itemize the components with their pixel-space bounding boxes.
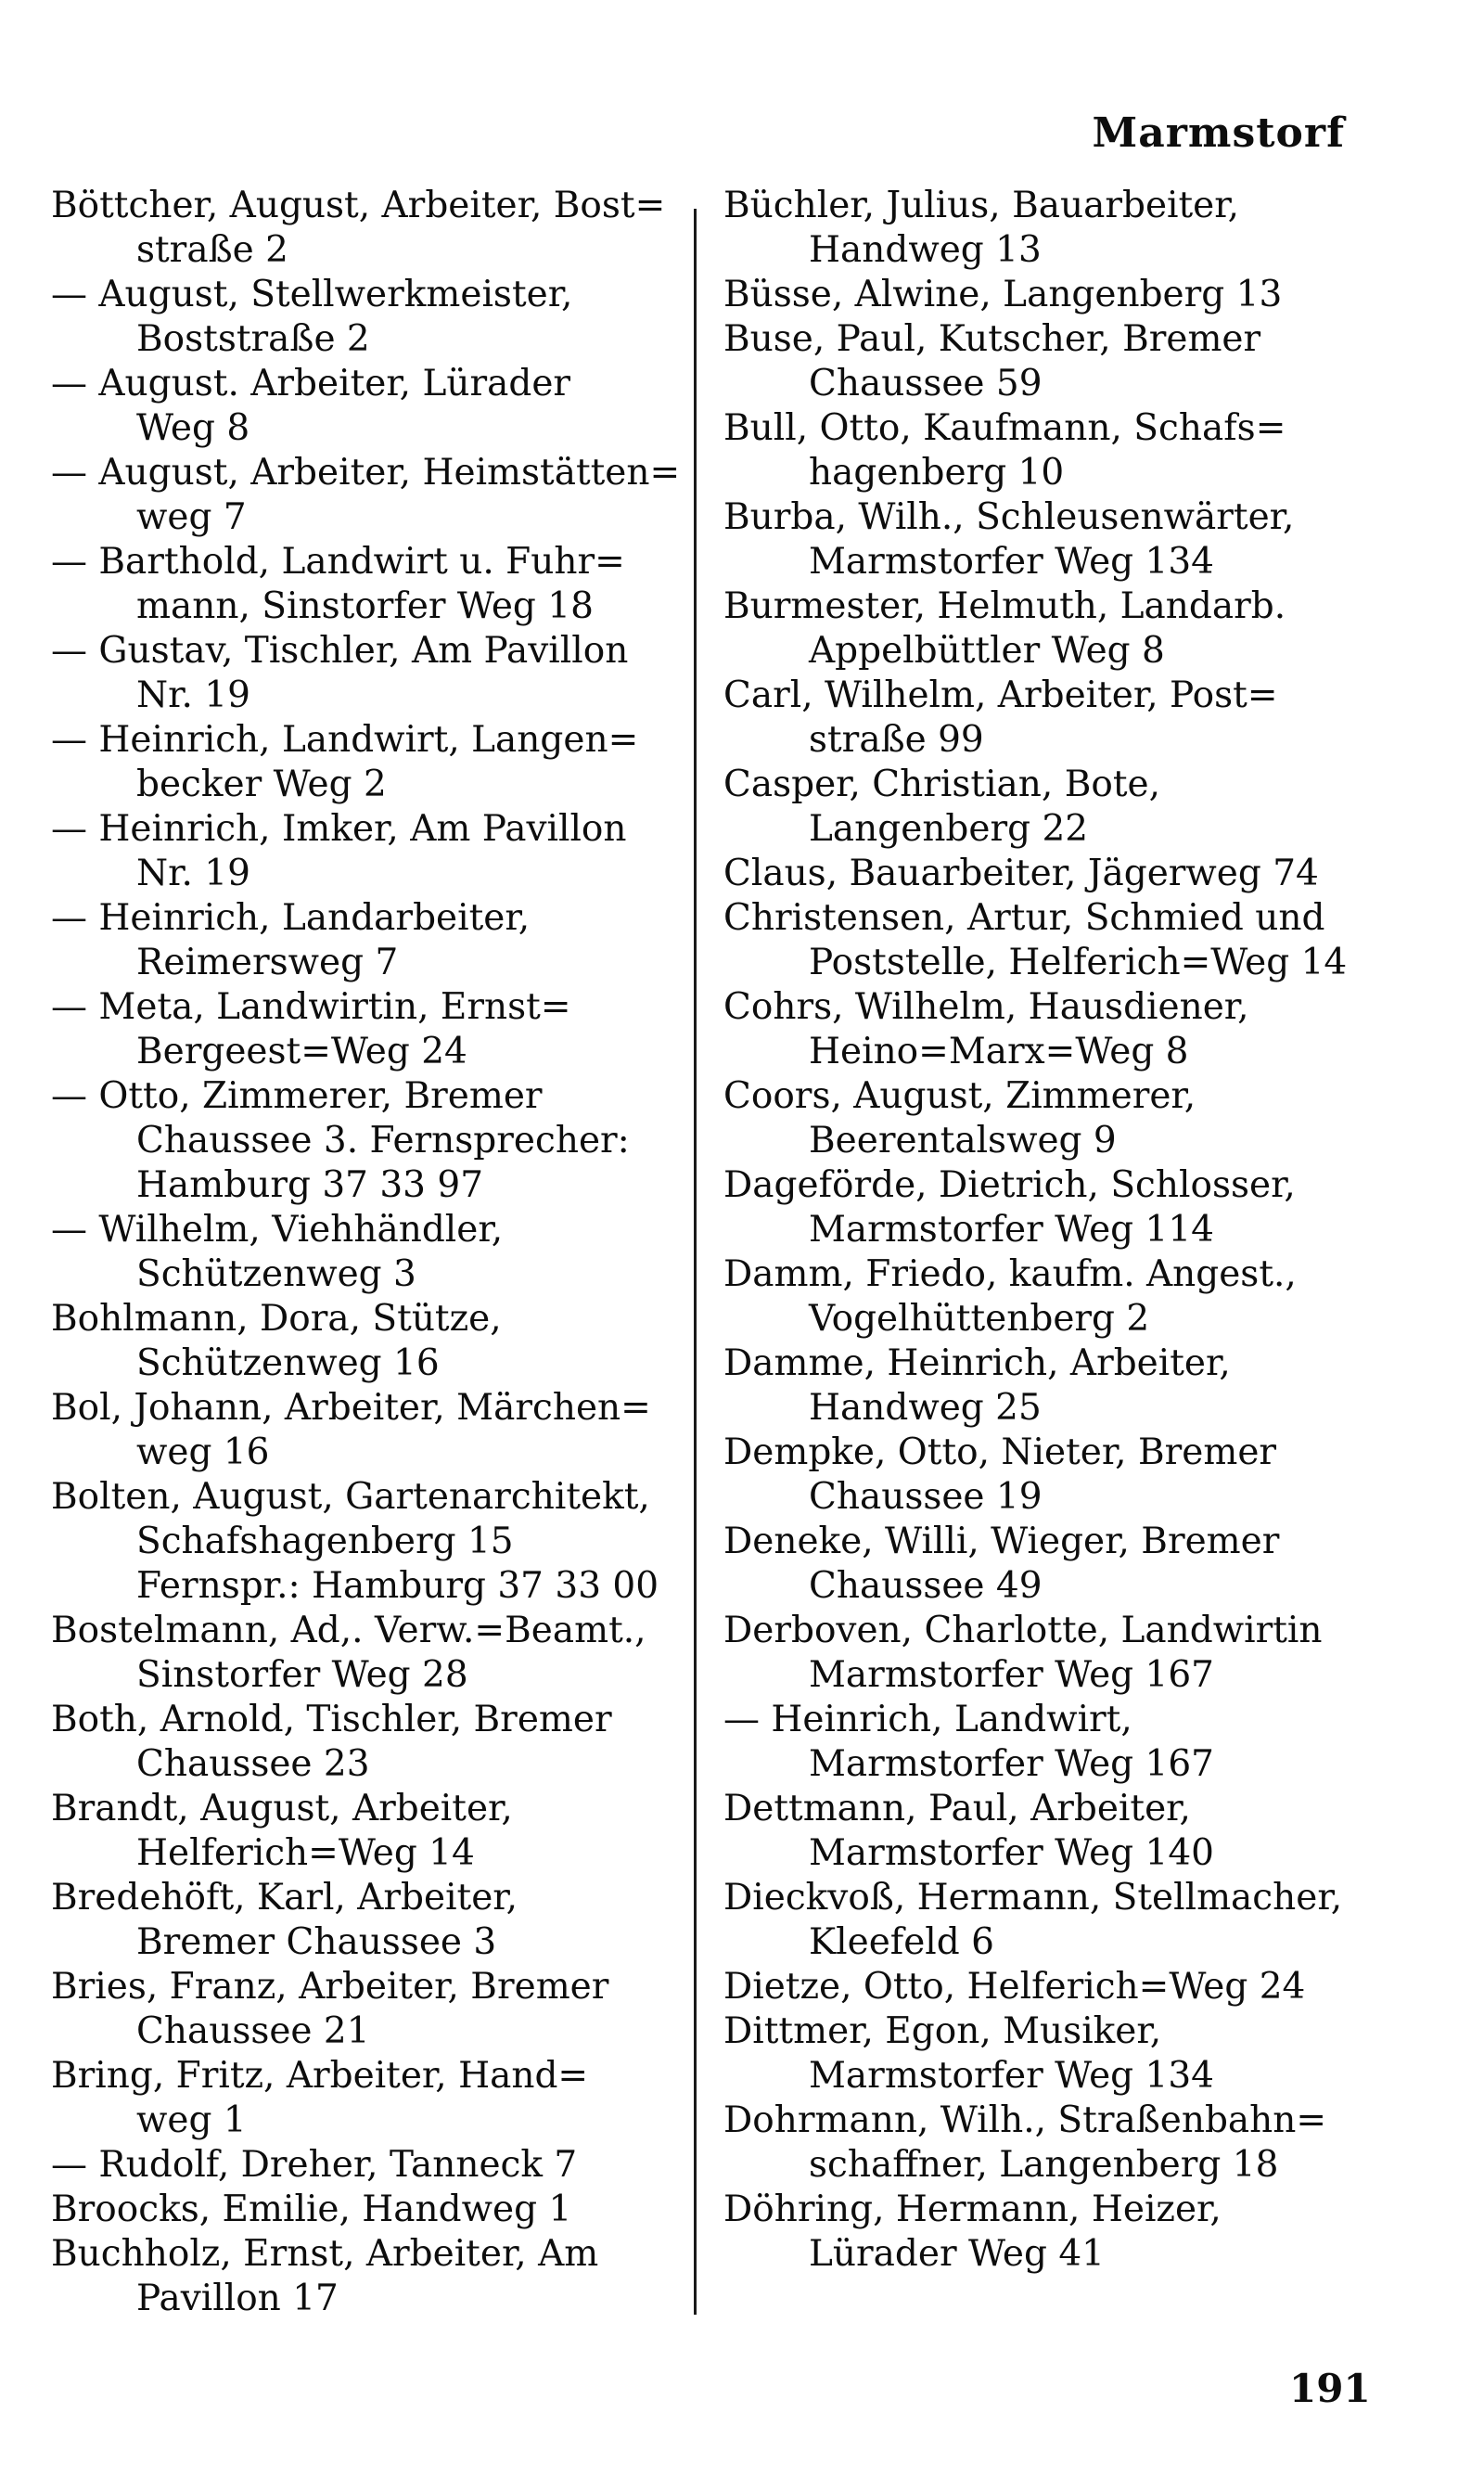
- directory-entry: [723, 495, 1354, 584]
- entry-continuation: Chaussee 19: [809, 1476, 1043, 1518]
- entry-line: — August, Arbeiter, Heimstätten=: [51, 452, 681, 494]
- directory-entry: [723, 985, 1354, 1074]
- entry-continuation: weg 1: [136, 2099, 247, 2141]
- entry-continuation: Hamburg 37 33 97: [136, 1164, 484, 1206]
- entry-line: — Wilhelm, Viehhändler,: [51, 1209, 504, 1251]
- entry-continuation: Marmstorfer Weg 167: [809, 1743, 1214, 1785]
- entry-line: Dempke, Otto, Nieter, Bremer: [723, 1431, 1277, 1473]
- directory-entry: [723, 1876, 1354, 1965]
- entry-continuation: Weg 8: [136, 407, 250, 449]
- directory-entry: [51, 1386, 691, 1475]
- entry-continuation: Chaussee 23: [136, 1743, 370, 1785]
- directory-entry: [51, 985, 691, 1074]
- entry-line: — Heinrich, Landwirt, Langen=: [51, 719, 639, 761]
- entry-line: Büchler, Julius, Bauarbeiter,: [723, 185, 1240, 226]
- directory-entry: [723, 406, 1354, 495]
- entry-continuation: Lürader Weg 41: [809, 2233, 1105, 2275]
- entry-line: — Gustav, Tischler, Am Pavillon: [51, 630, 629, 672]
- entry-line: Böttcher, August, Arbeiter, Bost=: [51, 185, 666, 226]
- entry-continuation: Vogelhüttenberg 2: [809, 1298, 1150, 1340]
- directory-entry: [723, 1787, 1354, 1876]
- entry-line: Casper, Christian, Bote,: [723, 764, 1160, 805]
- column-divider: [694, 209, 697, 2315]
- right-column: [723, 184, 1354, 2277]
- entry-continuation: Marmstorfer Weg 114: [809, 1209, 1214, 1251]
- entry-continuation: hagenberg 10: [809, 452, 1065, 494]
- entry-line: Bull, Otto, Kaufmann, Schafs=: [723, 407, 1286, 449]
- entry-continuation: Handweg 13: [809, 229, 1042, 271]
- entry-continuation: Chaussee 3. Fernsprecher:: [136, 1120, 630, 1162]
- entry-line: Buchholz, Ernst, Arbeiter, Am: [51, 2233, 599, 2275]
- directory-entry: [723, 317, 1354, 406]
- directory-entry: [51, 2054, 691, 2143]
- entry-continuation: Chaussee 21: [136, 2010, 370, 2052]
- entry-continuation: Bremer Chaussee 3: [136, 1921, 497, 1963]
- directory-entry: [51, 1208, 691, 1297]
- entry-continuation: Marmstorfer Weg 134: [809, 2055, 1214, 2097]
- directory-entry: [723, 2188, 1354, 2277]
- entry-line: — Otto, Zimmerer, Bremer: [51, 1075, 543, 1117]
- entry-continuation: becker Weg 2: [136, 764, 387, 805]
- entry-continuation: Helferich=Weg 14: [136, 1832, 475, 1874]
- directory-entry: [51, 1475, 691, 1609]
- entry-line: Both, Arnold, Tischler, Bremer: [51, 1699, 612, 1740]
- entry-line: Deneke, Willi, Wieger, Bremer: [723, 1521, 1280, 1562]
- directory-entry: [51, 1965, 691, 2054]
- directory-entry: [723, 1431, 1354, 1520]
- entry-continuation: weg 16: [136, 1431, 270, 1473]
- directory-entry: [723, 1965, 1354, 2009]
- directory-entry: [51, 2232, 691, 2321]
- entry-line: — Heinrich, Landwirt,: [723, 1699, 1132, 1740]
- entry-continuation: Boststraße 2: [136, 318, 370, 360]
- directory-entry: [51, 896, 691, 985]
- entry-continuation: Handweg 25: [809, 1387, 1042, 1429]
- entry-line: Dieckvoß, Hermann, Stellmacher,: [723, 1877, 1343, 1919]
- entry-line: Döhring, Hermann, Heizer,: [723, 2188, 1222, 2230]
- entry-line: — Meta, Landwirtin, Ernst=: [51, 986, 571, 1028]
- entry-line: Bolten, August, Gartenarchitekt,: [51, 1476, 650, 1518]
- page-number: 191: [1289, 2366, 1371, 2411]
- entry-continuation: Fernspr.: Hamburg 37 33 00: [136, 1565, 659, 1607]
- entry-line: — Heinrich, Imker, Am Pavillon: [51, 808, 627, 850]
- entry-continuation: Bergeest=Weg 24: [136, 1031, 467, 1072]
- entry-continuation: Marmstorfer Weg 134: [809, 541, 1214, 583]
- entry-continuation: Schafshagenberg 15: [136, 1521, 514, 1562]
- entry-continuation: Langenberg 22: [809, 808, 1089, 850]
- entry-line: Derboven, Charlotte, Landwirtin: [723, 1610, 1323, 1651]
- entry-continuation: Sinstorfer Weg 28: [136, 1654, 468, 1696]
- directory-entry: [51, 1698, 691, 1787]
- entry-line: Damm, Friedo, kaufm. Angest.,: [723, 1253, 1297, 1295]
- entry-line: — August. Arbeiter, Lürader: [51, 363, 571, 404]
- entry-line: Christensen, Artur, Schmied und: [723, 897, 1325, 939]
- entry-line: Burmester, Helmuth, Landarb.: [723, 585, 1286, 627]
- directory-entry: [51, 1787, 691, 1876]
- entry-continuation: Poststelle, Helferich=Weg 14: [809, 942, 1348, 983]
- entry-continuation: Nr. 19: [136, 853, 250, 894]
- entry-continuation: straße 99: [809, 719, 984, 761]
- entry-line: Burba, Wilh., Schleusenwärter,: [723, 496, 1295, 538]
- directory-entry: [51, 807, 691, 896]
- entry-continuation: Schützenweg 16: [136, 1342, 440, 1384]
- entry-line: — August, Stellwerkmeister,: [51, 274, 573, 315]
- directory-entry: [723, 1341, 1354, 1431]
- entry-line: Bring, Fritz, Arbeiter, Hand=: [51, 2055, 589, 2097]
- entry-line: Damme, Heinrich, Arbeiter,: [723, 1342, 1231, 1384]
- entry-continuation: Kleefeld 6: [809, 1921, 994, 1963]
- entry-line: Claus, Bauarbeiter, Jägerweg 74: [723, 853, 1319, 894]
- entry-continuation: Schützenweg 3: [136, 1253, 416, 1295]
- entry-line: Carl, Wilhelm, Arbeiter, Post=: [723, 674, 1278, 716]
- directory-entry: [723, 1609, 1354, 1698]
- entry-line: Dittmer, Egon, Musiker,: [723, 2010, 1162, 2052]
- directory-entry: [723, 584, 1354, 674]
- entry-continuation: Marmstorfer Weg 140: [809, 1832, 1214, 1874]
- entry-line: — Barthold, Landwirt u. Fuhr=: [51, 541, 625, 583]
- directory-entry: [723, 2009, 1354, 2099]
- left-column: [51, 184, 691, 2321]
- entry-continuation: Marmstorfer Weg 167: [809, 1654, 1214, 1696]
- directory-entry: [723, 1163, 1354, 1252]
- directory-entry: [51, 629, 691, 718]
- directory-entry: [723, 852, 1354, 896]
- entry-line: Broocks, Emilie, Handweg 1: [51, 2188, 572, 2230]
- directory-entry: [723, 1252, 1354, 1341]
- entry-line: Dageförde, Dietrich, Schlosser,: [723, 1164, 1296, 1206]
- entry-continuation: schaffner, Langenberg 18: [809, 2144, 1279, 2186]
- entry-line: Bries, Franz, Arbeiter, Bremer: [51, 1966, 609, 2008]
- entry-continuation: weg 7: [136, 496, 247, 538]
- directory-entry: [51, 1609, 691, 1698]
- entry-continuation: Heino=Marx=Weg 8: [809, 1031, 1189, 1072]
- entry-line: Bohlmann, Dora, Stütze,: [51, 1298, 502, 1340]
- entry-continuation: Reimersweg 7: [136, 942, 399, 983]
- directory-entry: [723, 674, 1354, 763]
- entry-line: Dietze, Otto, Helferich=Weg 24: [723, 1966, 1306, 2008]
- directory-entry: [51, 2188, 691, 2232]
- directory-entry: [723, 273, 1354, 317]
- directory-entry: [723, 1698, 1354, 1787]
- entry-line: Büsse, Alwine, Langenberg 13: [723, 274, 1283, 315]
- entry-line: Dohrmann, Wilh., Straßenbahn=: [723, 2099, 1327, 2141]
- entry-continuation: straße 2: [136, 229, 288, 271]
- entry-line: — Heinrich, Landarbeiter,: [51, 897, 531, 939]
- entry-line: Brandt, August, Arbeiter,: [51, 1788, 513, 1829]
- entry-line: — Rudolf, Dreher, Tanneck 7: [51, 2144, 578, 2186]
- entry-continuation: Pavillon 17: [136, 2278, 339, 2319]
- directory-entry: [51, 2143, 691, 2188]
- directory-entry: [51, 1074, 691, 1208]
- entry-line: Dettmann, Paul, Arbeiter,: [723, 1788, 1191, 1829]
- entry-line: Bredehöft, Karl, Arbeiter,: [51, 1877, 518, 1919]
- directory-entry: [723, 184, 1354, 273]
- entry-continuation: mann, Sinstorfer Weg 18: [136, 585, 594, 627]
- entry-line: Bol, Johann, Arbeiter, Märchen=: [51, 1387, 651, 1429]
- entry-line: Cohrs, Wilhelm, Hausdiener,: [723, 986, 1249, 1028]
- directory-entry: [51, 540, 691, 629]
- entry-continuation: Chaussee 59: [809, 363, 1043, 404]
- directory-entry: [723, 2099, 1354, 2188]
- directory-entry: [51, 1297, 691, 1386]
- directory-entry: [51, 1876, 691, 1965]
- directory-entry: [51, 718, 691, 807]
- entry-continuation: Beerentalsweg 9: [809, 1120, 1117, 1162]
- directory-entry: [51, 362, 691, 451]
- page-header: Marmstorf: [1092, 109, 1345, 157]
- directory-entry: [723, 896, 1354, 985]
- directory-entry: [51, 273, 691, 362]
- entry-continuation: Nr. 19: [136, 674, 250, 716]
- entry-continuation: Appelbüttler Weg 8: [809, 630, 1165, 672]
- directory-entry: [723, 1074, 1354, 1163]
- directory-entry: [723, 763, 1354, 852]
- directory-entry: [51, 451, 691, 540]
- entry-line: Bostelmann, Ad,. Verw.=Beamt.,: [51, 1610, 646, 1651]
- directory-entry: [51, 184, 691, 273]
- entry-line: Coors, August, Zimmerer,: [723, 1075, 1196, 1117]
- entry-line: Buse, Paul, Kutscher, Bremer: [723, 318, 1261, 360]
- directory-entry: [723, 1520, 1354, 1609]
- entry-continuation: Chaussee 49: [809, 1565, 1043, 1607]
